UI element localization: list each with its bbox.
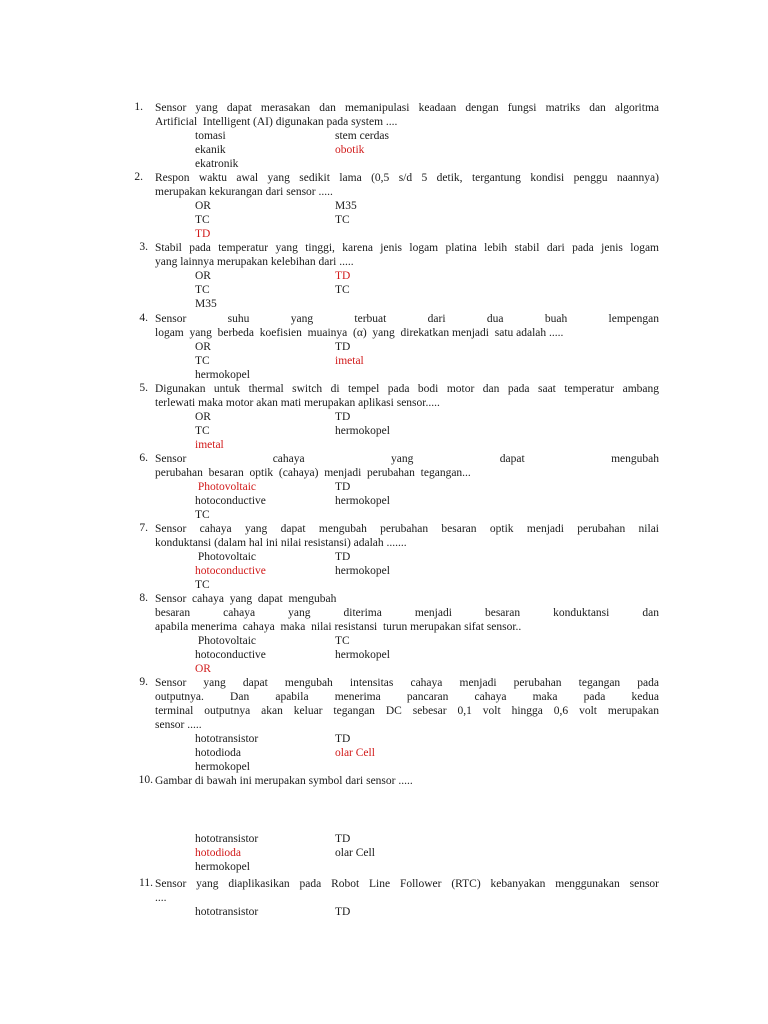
answer-option-right: M35 xyxy=(335,200,357,212)
answer-option-left: imetal xyxy=(195,439,224,451)
question-text-line: Sensor suhu yang terbuat dari dua buah lempengan xyxy=(155,313,659,325)
answer-option-left: OR xyxy=(195,270,211,282)
answer-option-left: TC xyxy=(195,579,210,591)
answer-option-right: TD xyxy=(335,733,351,745)
answer-option-right: TC xyxy=(335,214,350,226)
answer-option-left: OR xyxy=(195,341,211,353)
answer-option-left: hermokopel xyxy=(195,861,250,873)
answer-option-left: hermokopel xyxy=(195,761,250,773)
answer-option-right: TD xyxy=(335,411,351,423)
answer-option-left: TC xyxy=(195,214,210,226)
answer-option-right: olar Cell xyxy=(335,747,375,759)
answer-option-left: hototransistor xyxy=(195,833,259,845)
answer-option-right: obotik xyxy=(335,144,365,156)
answer-option-left: Photovoltaic xyxy=(195,551,257,563)
answer-option-left: OR xyxy=(195,200,211,212)
answer-option-right: TD xyxy=(335,481,351,493)
question-text-line: Artificial Intelligent (AI) digunakan pada system .... xyxy=(155,116,398,128)
answer-option-left: OR xyxy=(195,411,211,423)
question-text-line: merupakan kekurangan dari sensor ..... xyxy=(155,186,333,198)
question-text-line: yang lainnya merupakan kelebihan dari ..... xyxy=(155,256,354,268)
answer-option-right: imetal xyxy=(335,355,364,367)
question-number: 8. xyxy=(139,592,148,604)
answer-option-left: Photovoltaic xyxy=(195,635,257,647)
question-number: 1. xyxy=(134,101,143,113)
answer-option-right: TD xyxy=(335,270,351,282)
answer-option-left: TD xyxy=(195,228,211,240)
answer-option-right: TC xyxy=(335,284,350,296)
answer-option-right: hermokopel xyxy=(335,495,390,507)
answer-option-left: ekanik xyxy=(195,144,226,156)
answer-option-left: hotoconductive xyxy=(195,649,266,661)
question-text-line: konduktansi (dalam hal ini nilai resistansi) adalah ....... xyxy=(155,537,407,549)
question-text-line: apabila menerima cahaya maka nilai resistansi turun merupakan sifat sensor.. xyxy=(155,621,522,633)
question-text-line: Sensor cahaya yang dapat mengubah xyxy=(155,593,337,605)
answer-option-right: TD xyxy=(335,551,351,563)
answer-option-right: olar Cell xyxy=(335,847,375,859)
answer-option-left: ekatronik xyxy=(195,158,239,170)
question-text-line: outputnya. Dan apabila menerima pancaran cahaya maka pada kedua xyxy=(155,691,659,703)
question-number: 6. xyxy=(139,452,148,464)
question-text-line: besaran cahaya yang diterima menjadi besaran konduktansi dan xyxy=(155,607,659,619)
answer-option-left: TC xyxy=(195,355,210,367)
question-text-line: terminal outputnya akan keluar tegangan DC sebesar 0,1 volt hingga 0,6 volt merupakan xyxy=(155,705,659,717)
answer-option-right: TD xyxy=(335,833,351,845)
question-text-line: terlewati maka motor akan mati merupakan aplikasi sensor..... xyxy=(155,397,440,409)
answer-option-left: hotoconductive xyxy=(195,565,266,577)
answer-option-left: hotodioda xyxy=(195,747,241,759)
question-text-line: perubahan besaran optik (cahaya) menjadi perubahan tegangan... xyxy=(155,467,471,479)
question-text-line: Sensor cahaya yang dapat mengubah xyxy=(155,453,659,465)
question-text-line: Stabil pada temperatur yang tinggi, karena jenis logam platina lebih stabil dari pada jenis logam xyxy=(155,242,659,254)
answer-option-left: TC xyxy=(195,509,210,521)
question-text-line: Sensor yang diaplikasikan pada Robot Line Follower (RTC) kebanyakan menggunakan sensor xyxy=(155,878,659,890)
answer-option-left: TC xyxy=(195,425,210,437)
answer-option-right: stem cerdas xyxy=(335,130,389,142)
answer-option-left: hotodioda xyxy=(195,847,241,859)
question-number: 9. xyxy=(139,676,148,688)
answer-option-left: Photovoltaic xyxy=(195,481,257,493)
answer-option-left: M35 xyxy=(195,298,217,310)
answer-option-right: hermokopel xyxy=(335,425,390,437)
answer-option-left: tomasi xyxy=(195,130,226,142)
answer-option-left: TC xyxy=(195,284,210,296)
answer-option-left: hermokopel xyxy=(195,369,250,381)
answer-option-left: hototransistor xyxy=(195,906,259,918)
answer-option-right: TC xyxy=(335,635,350,647)
question-text-line: Digunakan untuk thermal switch di tempel pada bodi motor dan pada saat temperatur ambang xyxy=(155,383,659,395)
answer-option-right: hermokopel xyxy=(335,649,390,661)
question-number: 10. xyxy=(138,774,153,786)
answer-option-right: TD xyxy=(335,906,351,918)
question-text-line: logam yang berbeda koefisien muainya (α) yang direkatkan menjadi satu adalah ..... xyxy=(155,327,564,339)
question-number: 5. xyxy=(139,382,148,394)
question-number: 3. xyxy=(139,241,148,253)
question-text-line: .... xyxy=(155,892,167,904)
answer-option-right: hermokopel xyxy=(335,565,390,577)
question-text-line: sensor ..... xyxy=(155,719,202,731)
answer-option-left: hototransistor xyxy=(195,733,259,745)
question-text-line: Sensor yang dapat mengubah intensitas cahaya menjadi perubahan tegangan pada xyxy=(155,677,659,689)
question-number: 4. xyxy=(139,312,148,324)
answer-option-right: TD xyxy=(335,341,351,353)
question-number: 7. xyxy=(139,522,148,534)
question-text-line: Gambar di bawah ini merupakan symbol dari sensor ..... xyxy=(155,775,413,787)
answer-option-left: OR xyxy=(195,663,211,675)
question-text-line: Sensor yang dapat merasakan dan memanipulasi keadaan dengan fungsi matriks dan algoritma xyxy=(155,102,659,114)
question-number: 11. xyxy=(139,877,153,889)
question-text-line: Sensor cahaya yang dapat mengubah perubahan besaran optik menjadi perubahan nilai xyxy=(155,523,659,535)
answer-option-left: hotoconductive xyxy=(195,495,266,507)
question-text-line: Respon waktu awal yang sedikit lama (0,5 s/d 5 detik, tergantung kondisi penggu naannya) xyxy=(155,172,659,184)
question-number: 2. xyxy=(134,171,143,183)
